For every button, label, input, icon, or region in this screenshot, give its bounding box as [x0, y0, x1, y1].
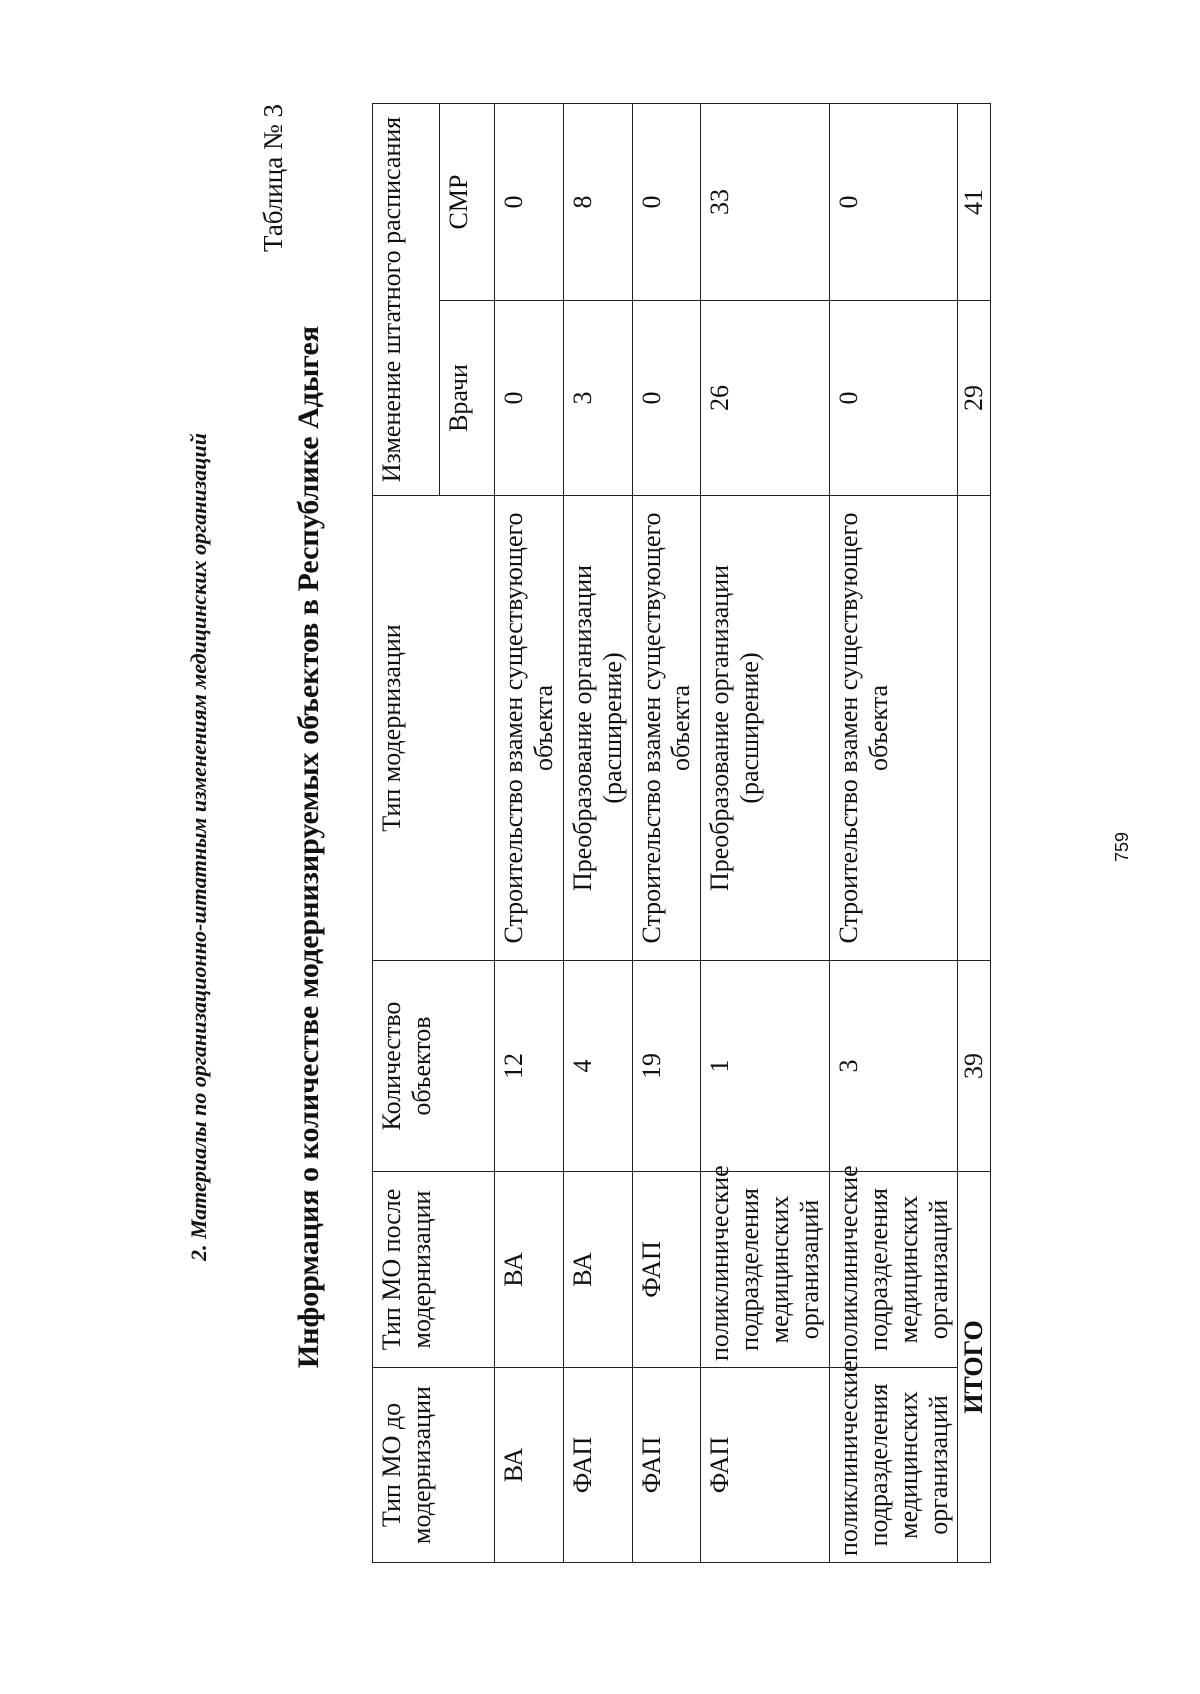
- table-row: [829, 103, 958, 1562]
- cell-before: ВА: [495, 1368, 564, 1563]
- cell-count: 3: [829, 961, 958, 1172]
- cell-smr: 33: [701, 103, 830, 300]
- header-count: Количество объектов: [373, 961, 495, 1172]
- cell-before: поликлинические подразделения медицинских организаций: [829, 1368, 958, 1563]
- total-count: 39: [958, 961, 991, 1172]
- cell-smr: 0: [495, 103, 564, 300]
- total-doctors: 29: [958, 301, 991, 496]
- total-smr: 41: [958, 103, 991, 300]
- header-staffing: Изменение штатного расписания: [373, 103, 440, 495]
- cell-type: Преобразование организации (расширение): [701, 496, 830, 961]
- cell-count: 19: [632, 961, 701, 1172]
- cell-before: ФАП: [563, 1368, 632, 1563]
- header-before: Тип МО до модернизации: [373, 1368, 495, 1563]
- cell-after: поликлинические подразделения медицинских организаций: [829, 1172, 958, 1368]
- cell-smr: 8: [563, 103, 632, 300]
- cell-count: 4: [563, 961, 632, 1172]
- cell-doctors: 0: [495, 301, 564, 496]
- total-label: ИТОГО: [958, 1172, 991, 1563]
- header-after: Тип МО после модернизации: [373, 1172, 495, 1368]
- cell-doctors: 0: [632, 301, 701, 496]
- cell-before: ФАП: [701, 1368, 830, 1563]
- section-heading: 2. Материалы по организационно-штатным изменениям медицинских организаций: [186, 433, 211, 1261]
- table-title: Информация о количестве модернизируемых объектов в Республике Адыгея: [292, 325, 325, 1369]
- cell-before: ФАП: [632, 1368, 701, 1563]
- table-row: [632, 103, 701, 1562]
- cell-doctors: 0: [829, 301, 958, 496]
- total-type-empty: [958, 496, 991, 961]
- cell-type: Строительство взамен существующего объекта: [829, 496, 958, 961]
- table-row: [495, 103, 564, 1562]
- cell-doctors: 3: [563, 301, 632, 496]
- cell-type: Строительство взамен существующего объекта: [632, 496, 701, 961]
- cell-after: поликлинические подразделения медицинских организаций: [701, 1172, 830, 1368]
- header-modernization: Тип модернизации: [373, 496, 495, 961]
- cell-after: ВА: [495, 1172, 564, 1368]
- cell-after: ВА: [563, 1172, 632, 1368]
- cell-after: ФАП: [632, 1172, 701, 1368]
- total-row: [958, 103, 991, 1562]
- table-row: [701, 103, 830, 1562]
- cell-smr: 0: [632, 103, 701, 300]
- cell-doctors: 26: [701, 301, 830, 496]
- modernization-table: [372, 103, 991, 1563]
- cell-count: 12: [495, 961, 564, 1172]
- table-row: [563, 103, 632, 1562]
- cell-smr: 0: [829, 103, 958, 300]
- table-number: Таблица № 3: [258, 104, 288, 252]
- page-number: 759: [1112, 831, 1132, 863]
- cell-type: Преобразование организации (расширение): [563, 496, 632, 961]
- header-row: [373, 103, 440, 1562]
- header-doctors: Врачи: [440, 301, 495, 496]
- cell-count: 1: [701, 961, 830, 1172]
- cell-type: Строительство взамен существующего объекта: [495, 496, 564, 961]
- header-smr: СМР: [440, 103, 495, 300]
